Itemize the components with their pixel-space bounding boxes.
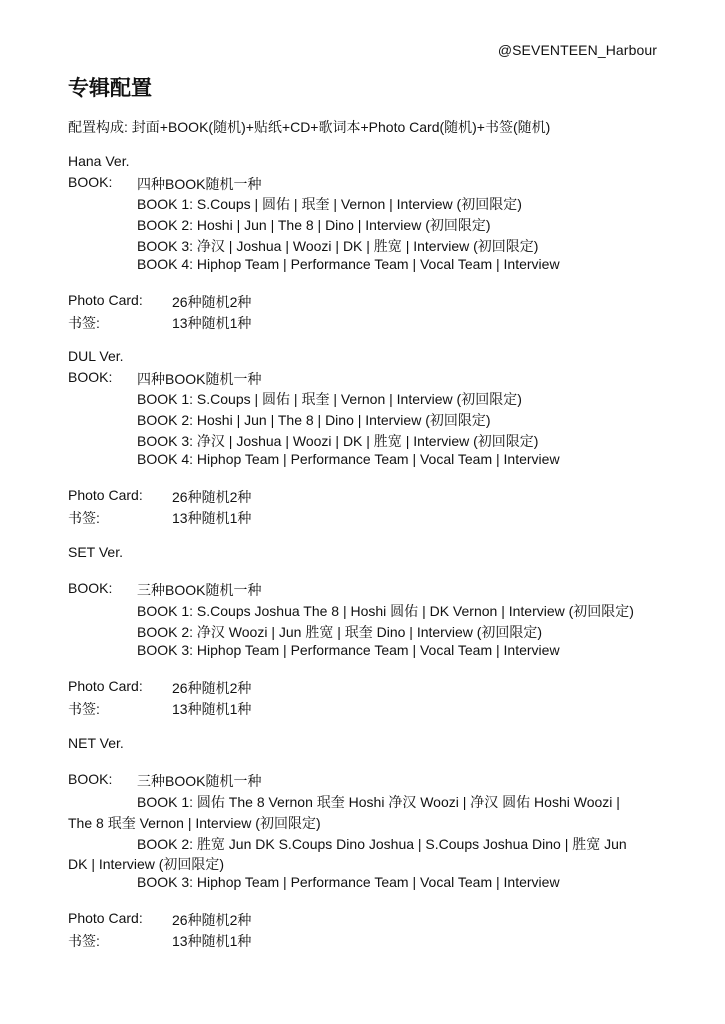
bookmark-label: 书签:	[68, 933, 100, 949]
page-title: 专辑配置	[68, 76, 152, 100]
book-line: BOOK 4: Hiphop Team | Performance Team | Vocal Team | Interview	[137, 451, 560, 467]
book-label: BOOK:	[68, 174, 113, 190]
version-name: Hana Ver.	[68, 153, 130, 169]
book-line-continuation: The 8 珉奎 Vernon | Interview (初回限定)	[68, 815, 321, 831]
photo-card-value: 26种随机2种	[172, 294, 252, 310]
photo-card-label: Photo Card:	[68, 292, 143, 308]
author-handle: @SEVENTEEN_Harbour	[497, 42, 657, 58]
book-line: BOOK 1: 圆佑 The 8 Vernon 珉奎 Hoshi 净汉 Woozi | 净汉 圆佑 Hoshi Woozi |	[137, 794, 620, 810]
book-line: BOOK 3: 净汉 | Joshua | Woozi | DK | 胜宽 | Interview (初回限定)	[137, 433, 539, 449]
book-summary: 三种BOOK随机一种	[137, 582, 262, 598]
photo-card-label: Photo Card:	[68, 678, 143, 694]
book-label: BOOK:	[68, 369, 113, 385]
bookmark-label: 书签:	[68, 701, 100, 717]
book-line: BOOK 1: S.Coups | 圆佑 | 珉奎 | Vernon | Interview (初回限定)	[137, 391, 522, 407]
photo-card-value: 26种随机2种	[172, 680, 252, 696]
photo-card-value: 26种随机2种	[172, 489, 252, 505]
composition-line: 配置构成: 封面+BOOK(随机)+贴纸+CD+歌词本+Photo Card(随机)+书签(随机)	[68, 119, 551, 135]
bookmark-label: 书签:	[68, 315, 100, 331]
book-line-continuation: DK | Interview (初回限定)	[68, 856, 225, 872]
book-line: BOOK 2: 胜宽 Jun DK S.Coups Dino Joshua | S.Coups Joshua Dino | 胜宽 Jun	[137, 836, 627, 852]
book-line: BOOK 2: Hoshi | Jun | The 8 | Dino | Interview (初回限定)	[137, 217, 491, 233]
book-line: BOOK 3: Hiphop Team | Performance Team | Vocal Team | Interview	[137, 642, 560, 658]
bookmark-label: 书签:	[68, 510, 100, 526]
book-summary: 四种BOOK随机一种	[137, 371, 262, 387]
book-line: BOOK 3: Hiphop Team | Performance Team | Vocal Team | Interview	[137, 874, 560, 890]
version-name: NET Ver.	[68, 735, 124, 751]
version-name: DUL Ver.	[68, 348, 124, 364]
bookmark-value: 13种随机1种	[172, 933, 252, 949]
bookmark-value: 13种随机1种	[172, 701, 252, 717]
bookmark-value: 13种随机1种	[172, 315, 252, 331]
book-line: BOOK 2: 净汉 Woozi | Jun 胜宽 | 珉奎 Dino | Interview (初回限定)	[137, 624, 543, 640]
book-line: BOOK 1: S.Coups Joshua The 8 | Hoshi 圆佑 | DK Vernon | Interview (初回限定)	[137, 603, 634, 619]
book-summary: 四种BOOK随机一种	[137, 176, 262, 192]
book-line: BOOK 1: S.Coups | 圆佑 | 珉奎 | Vernon | Interview (初回限定)	[137, 196, 522, 212]
bookmark-value: 13种随机1种	[172, 510, 252, 526]
book-label: BOOK:	[68, 580, 113, 596]
book-line: BOOK 4: Hiphop Team | Performance Team | Vocal Team | Interview	[137, 256, 560, 272]
photo-card-label: Photo Card:	[68, 487, 143, 503]
photo-card-value: 26种随机2种	[172, 912, 252, 928]
book-line: BOOK 2: Hoshi | Jun | The 8 | Dino | Interview (初回限定)	[137, 412, 491, 428]
photo-card-label: Photo Card:	[68, 910, 143, 926]
version-name: SET Ver.	[68, 544, 123, 560]
book-summary: 三种BOOK随机一种	[137, 773, 262, 789]
book-label: BOOK:	[68, 771, 113, 787]
book-line: BOOK 3: 净汉 | Joshua | Woozi | DK | 胜宽 | Interview (初回限定)	[137, 238, 539, 254]
